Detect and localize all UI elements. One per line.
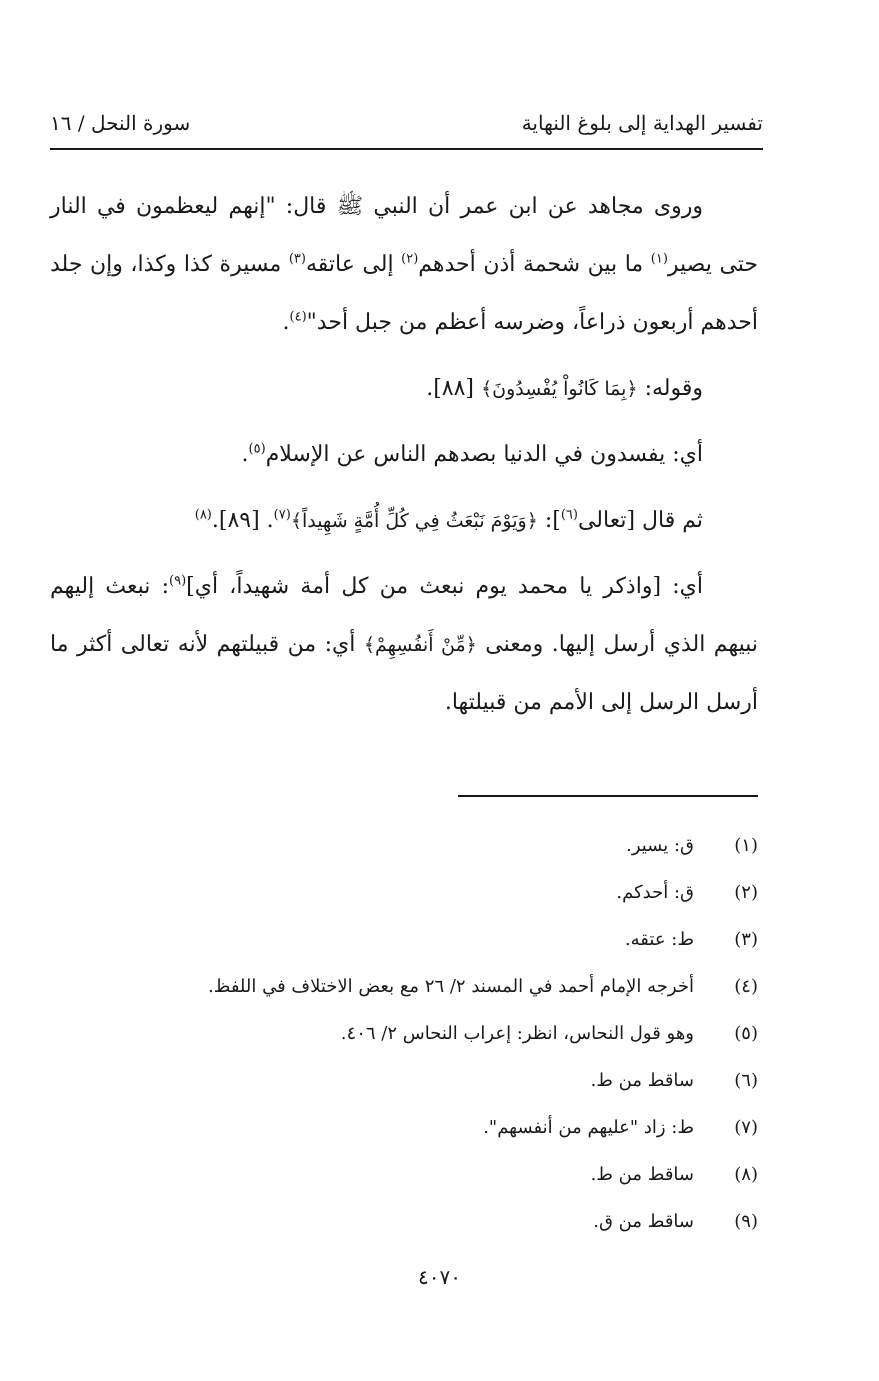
footnote-item xyxy=(50,1151,758,1198)
footnote-ref: (٤) xyxy=(289,309,307,325)
footnote-text: ساقط من ط. xyxy=(590,1070,694,1091)
text-run: . xyxy=(282,310,290,335)
main-text xyxy=(50,178,758,740)
text-run: أي: يفسدون في الدنيا بصدهم الناس عن الإسلام xyxy=(265,442,703,467)
footnote-text: أخرجه الإمام أحمد في المسند ٢/ ٢٦ مع بعض الاختلاف في اللفظ. xyxy=(208,976,694,997)
text-run: ما بين شحمة أذن أحدهم xyxy=(418,252,651,277)
quran-quote: ﴿بِمَا كَانُواْ يُفْسِدُونَ﴾ xyxy=(481,378,638,400)
footnote-number: (٧) xyxy=(734,1117,758,1138)
text-run: أي: من قبيلتهم لأنه تعالى أكثر ما أرسل الرسل إلى الأمم من قبيلتها. xyxy=(50,632,758,715)
footnote-list xyxy=(50,822,758,1245)
footnote-item xyxy=(50,869,758,916)
footnote-ref: (٩) xyxy=(169,573,187,589)
text-run: [٨٨]. xyxy=(426,376,481,401)
text-run: أي: [واذكر يا محمد يوم نبعث من كل أمة شهيداً، أي] xyxy=(186,574,703,599)
footnote-item xyxy=(50,1198,758,1245)
footnote-ref: (٥) xyxy=(248,441,266,457)
text-run: : نبعث إليهم نبيهم الذي أرسل إليها. ومعنى xyxy=(50,574,758,657)
surah-page-label: سورة النحل / ١٦ xyxy=(50,111,191,135)
quran-quote: ﴿وَيَوْمَ نَبْعَثُ فِي كُلِّ أُمَّةٍ شَهِيداً﴾ xyxy=(290,510,538,532)
footnote-number: (٢) xyxy=(734,882,758,903)
paragraph-verse-88 xyxy=(50,360,758,418)
footnote-text: ق: يسير. xyxy=(626,835,694,856)
footnote-ref: (٢) xyxy=(401,251,419,267)
footnote-ref: (١) xyxy=(650,251,668,267)
text-run: وروى مجاهد عن ابن عمر أن النبي ﷺ قال: "إنهم ليعظمون في النار حتى يصير xyxy=(50,194,759,277)
text-run: ]: xyxy=(537,508,561,533)
quran-quote: ﴿مِّنْ أَنفُسِهِمْ﴾ xyxy=(363,634,477,656)
text-run: مسيرة كذا وكذا، وإن جلد أحدهم أربعون ذراعاً، وضرسه أعظم من جبل أحد" xyxy=(50,252,758,335)
footnote-divider xyxy=(458,795,758,797)
paragraph-hadith xyxy=(50,178,758,352)
footnote-text: ساقط من ط. xyxy=(590,1164,694,1185)
footnote-number: (١) xyxy=(734,835,758,856)
header-divider xyxy=(50,148,763,150)
footnote-text: ط: زاد "عليهم من أنفسهم". xyxy=(483,1117,694,1138)
running-header xyxy=(50,108,763,148)
footnote-number: (٩) xyxy=(734,1211,758,1232)
footnote-number: (٨) xyxy=(734,1164,758,1185)
paragraph-explanation-89 xyxy=(50,558,758,732)
footnote-text: ساقط من ق. xyxy=(593,1211,694,1232)
text-run: . xyxy=(241,442,249,467)
footnote-item xyxy=(50,963,758,1010)
footnote-item xyxy=(50,1010,758,1057)
footnote-number: (٦) xyxy=(734,1070,758,1091)
text-run: وقوله: xyxy=(637,376,703,401)
page-number: ٤٠٧٠ xyxy=(418,1265,461,1289)
footnote-ref: (٣) xyxy=(288,251,306,267)
footnote-ref: (٧) xyxy=(273,507,291,523)
footnote-text: ق: أحدكم. xyxy=(616,882,694,903)
text-run: إلى عاتقه xyxy=(305,252,402,277)
footnote-item xyxy=(50,916,758,963)
footnote-ref: (٨) xyxy=(194,507,212,523)
footnote-item xyxy=(50,1057,758,1104)
text-run: . [٨٩]. xyxy=(211,508,274,533)
footnote-text: وهو قول النحاس، انظر: إعراب النحاس ٢/ ٤٠٦. xyxy=(340,1023,694,1044)
footnote-ref: (٦) xyxy=(560,507,578,523)
footnote-item xyxy=(50,1104,758,1151)
footnote-item xyxy=(50,822,758,869)
footnote-text: ط: عتقه. xyxy=(624,929,694,950)
book-title: تفسير الهداية إلى بلوغ النهاية xyxy=(521,111,763,135)
footnote-number: (٥) xyxy=(734,1023,758,1044)
footnote-number: (٣) xyxy=(734,929,758,950)
paragraph-verse-89 xyxy=(50,492,758,550)
footnote-number: (٤) xyxy=(734,976,758,997)
paragraph-explanation-88 xyxy=(50,426,758,484)
text-run: ثم قال [تعالى xyxy=(577,508,703,533)
